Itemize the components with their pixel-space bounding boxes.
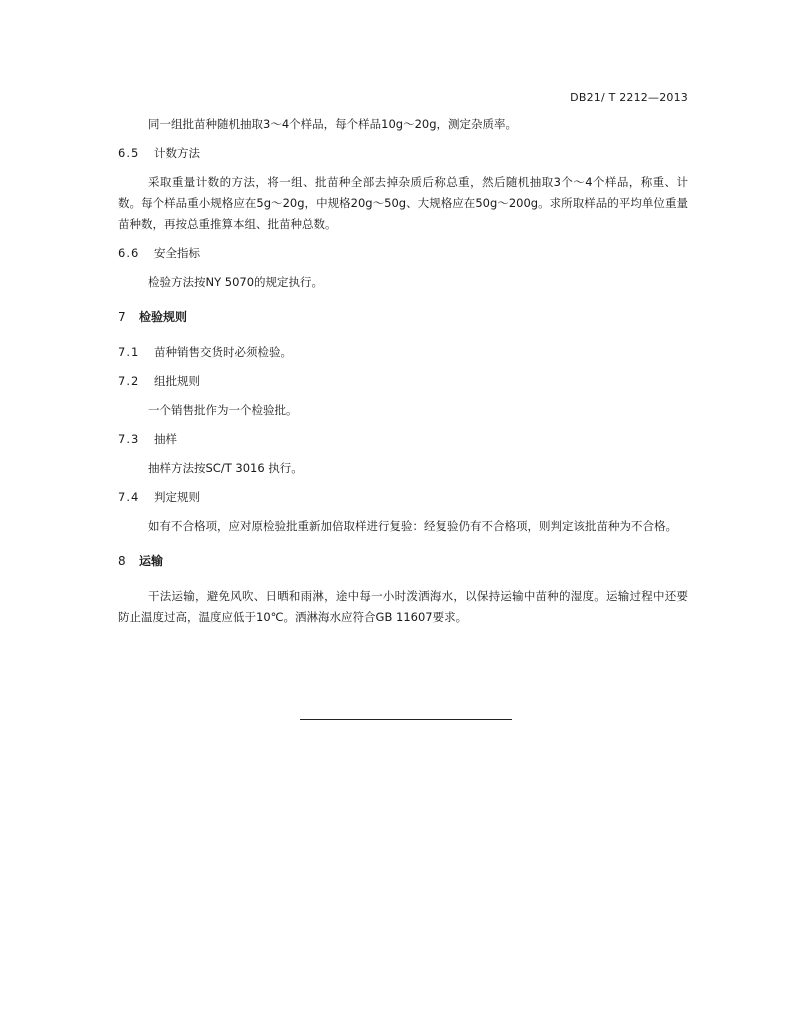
- paragraph-batching-rules: 一个销售批作为一个检验批。: [148, 403, 298, 417]
- subsection-title: 安全指标: [154, 246, 200, 260]
- paragraph-sampling: 同一组批苗种随机抽取3～4个样品，每个样品10g～20g，测定杂质率。: [148, 117, 517, 131]
- paragraph-sampling-method: 抽样方法按SC/T 3016 执行。: [148, 461, 303, 475]
- paragraph-counting-method: 采取重量计数的方法，将一组、批苗种全部去掉杂质后称总重，然后随机抽取3个～4个样品，称重、计数。每个样品重小规格应在5g～20g，中规格20g～50g、大规格应在50g～200g。求所取样品的平均单位重量苗种数，再按总重推算本组、批苗种总数。: [118, 175, 688, 231]
- subsection-title: 判定规则: [154, 490, 200, 504]
- subsection-title: 抽样: [154, 432, 177, 446]
- subsection-number: 7.3: [118, 432, 140, 446]
- subsection-heading-7-2: [118, 371, 688, 392]
- end-of-document-rule: [300, 719, 512, 720]
- section-title: 运输: [139, 554, 164, 568]
- paragraph-transport: 干法运输，避免风吹、日晒和雨淋，途中每一小时泼洒海水，以保持运输中苗种的湿度。运输过程中还要防止温度过高，温度应低于10℃。洒淋海水应符合GB 11607要求。: [118, 589, 688, 624]
- section-title: 检验规则: [139, 310, 188, 324]
- subsection-heading-7-4: [118, 487, 688, 508]
- subsection-number: 6.6: [118, 246, 140, 260]
- section-heading-7: [118, 307, 688, 328]
- subsection-text: 苗种销售交货时必须检验。: [154, 345, 292, 359]
- paragraph-safety-indicators: 检验方法按NY 5070的规定执行。: [148, 275, 324, 289]
- subsection-heading-7-1: [118, 342, 688, 363]
- section-number: 8: [118, 554, 126, 568]
- subsection-number: 7.4: [118, 490, 140, 504]
- document-body: [118, 114, 688, 628]
- subsection-heading-6-5: [118, 143, 688, 164]
- paragraph-judgment-rules: 如有不合格项，应对原检验批重新加倍取样进行复验：经复验仍有不合格项，则判定该批苗种为不合格。: [148, 519, 677, 533]
- subsection-number: 6.5: [118, 146, 140, 160]
- subsection-heading-7-3: [118, 429, 688, 450]
- subsection-heading-6-6: [118, 243, 688, 264]
- document-code: DB21/ T 2212—2013: [570, 91, 688, 104]
- subsection-title: 组批规则: [154, 374, 200, 388]
- subsection-number: 7.1: [118, 345, 140, 359]
- subsection-title: 计数方法: [154, 146, 200, 160]
- section-heading-8: [118, 551, 688, 572]
- subsection-number: 7.2: [118, 374, 140, 388]
- section-number: 7: [118, 310, 126, 324]
